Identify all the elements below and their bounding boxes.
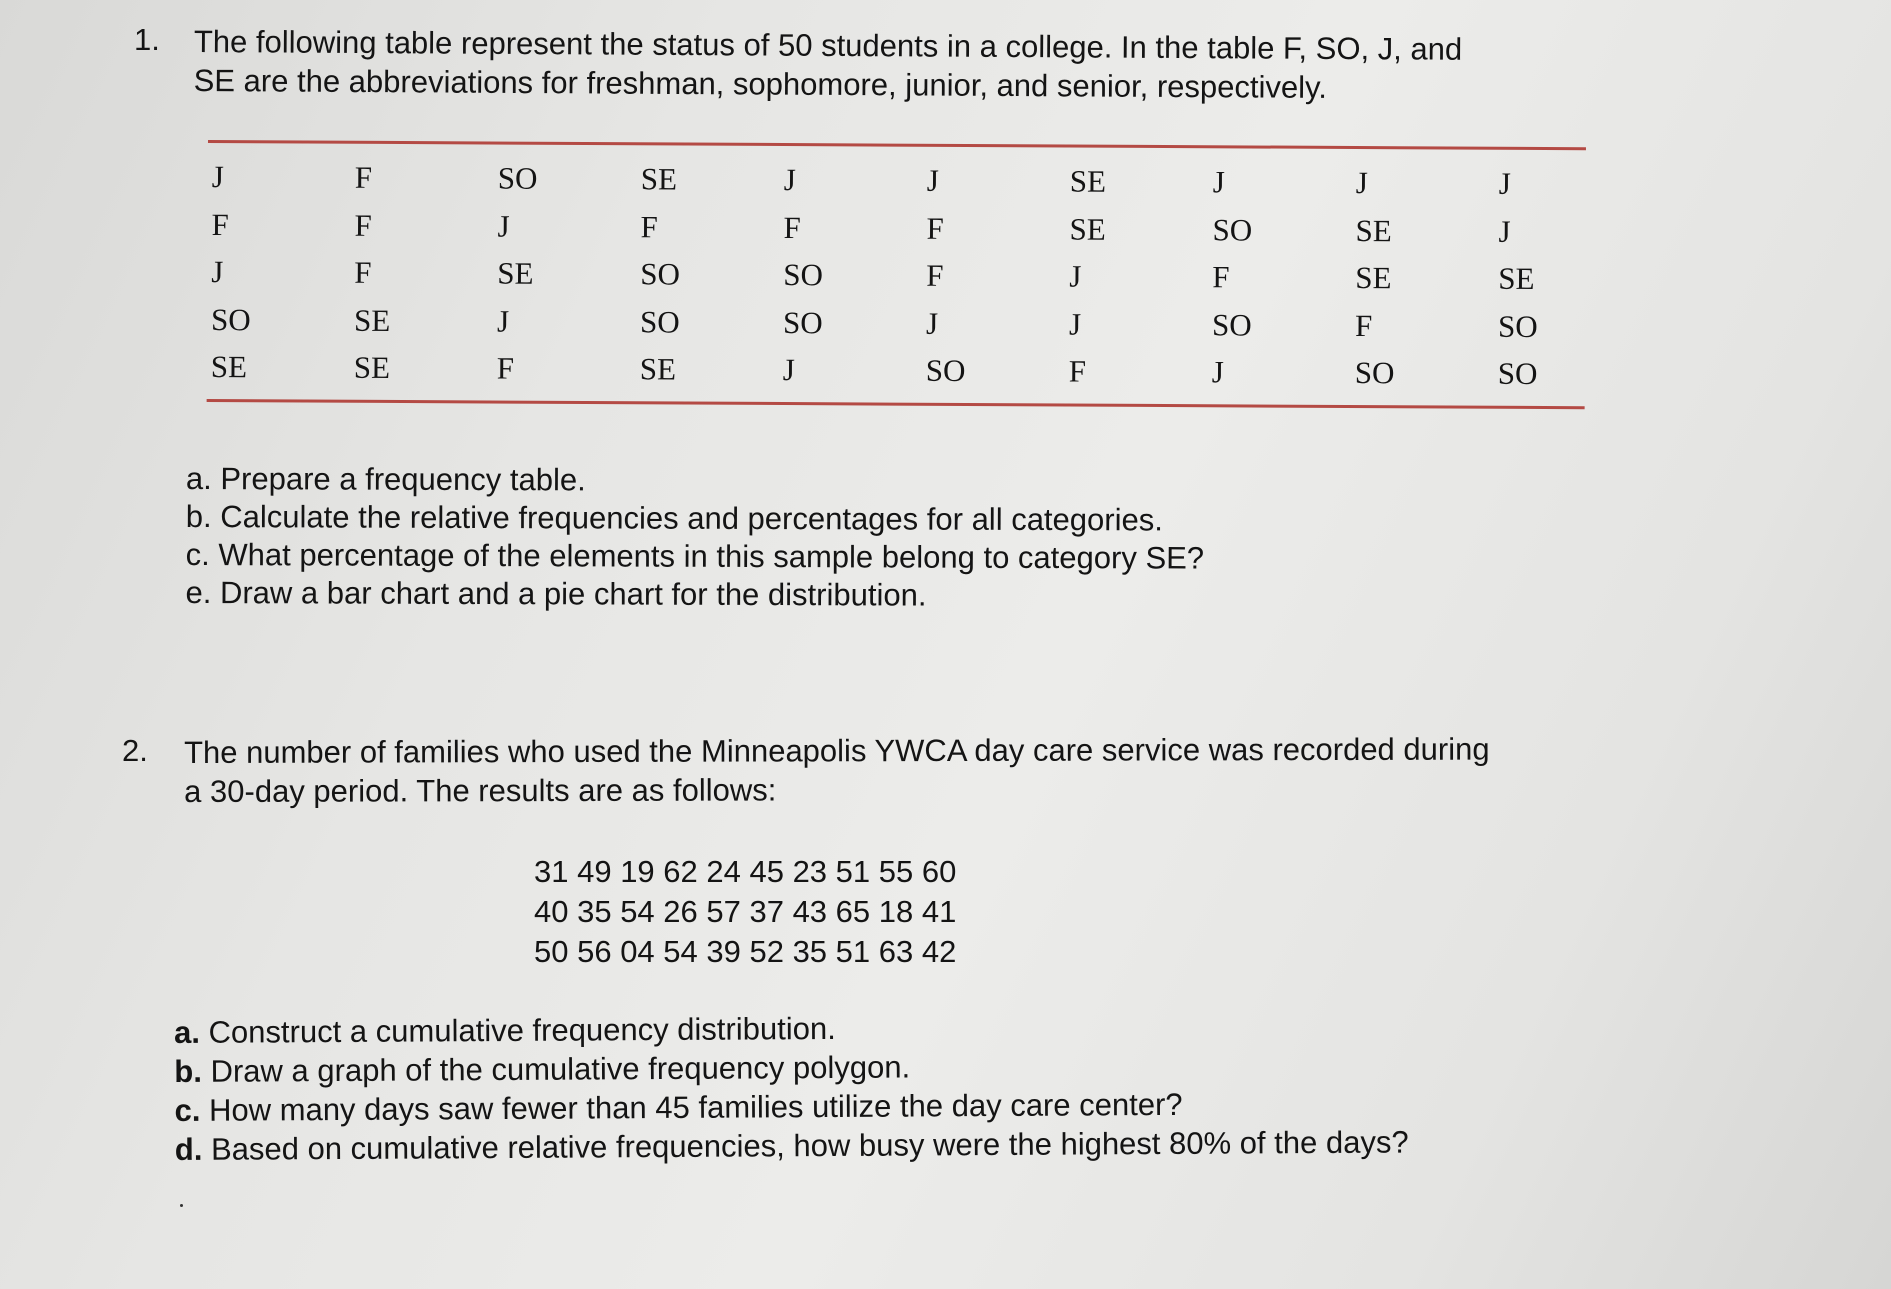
table-cell: J <box>783 162 796 198</box>
table-cell: SO <box>639 303 680 339</box>
question-2-parts <box>174 1005 1409 1169</box>
part-text: Construct a cumulative frequency distribution. <box>199 1010 836 1050</box>
question-1-part-b: b. Calculate the relative frequencies and percentages for all categories. <box>185 498 1163 538</box>
table-cell: F <box>354 159 373 195</box>
table-cell: SE <box>639 351 677 387</box>
question-1-prompt <box>194 22 1594 109</box>
question-1 <box>134 22 1594 105</box>
table-cell: SO <box>497 160 538 196</box>
table-cell: F <box>926 210 944 246</box>
part-text: How many days saw fewer than 45 families utilize the day care center? <box>200 1086 1183 1128</box>
table-cell: SE <box>1355 260 1392 296</box>
question-1-parts <box>185 460 1204 616</box>
question-1-part-a: a. Prepare a frequency table. <box>185 461 586 498</box>
question-1-part-e: e. Draw a bar chart and a pie chart for the distribution. <box>185 574 927 613</box>
daycare-data-block <box>534 852 956 972</box>
table-cell: SE <box>1498 260 1535 296</box>
table-cell: J <box>782 352 795 388</box>
student-status-grid <box>207 145 1586 402</box>
table-cell: F <box>354 207 372 243</box>
student-status-table <box>207 140 1586 409</box>
table-cell: F <box>783 209 801 245</box>
question-2-prompt-line: The number of families who used the Minneapolis YWCA day care service was recorded during <box>184 731 1490 770</box>
table-cell: SE <box>1069 163 1107 199</box>
table-cell: F <box>640 208 658 244</box>
table-cell: SE <box>640 161 678 197</box>
part-text: Draw a graph of the cumulative frequency polygon. <box>201 1049 911 1089</box>
table-cell: SE <box>353 349 391 385</box>
table-cell: J <box>1211 354 1224 390</box>
daycare-data-row: 40 35 54 26 57 37 43 65 18 41 <box>534 894 957 929</box>
daycare-data-row: 31 49 19 62 24 45 23 51 55 60 <box>534 854 957 889</box>
table-cell: J <box>1069 258 1082 294</box>
table-cell: J <box>496 303 510 339</box>
table-cell: SO <box>925 352 966 388</box>
table-cell: SO <box>1212 211 1253 247</box>
part-label: d. <box>174 1131 203 1167</box>
part-label: a. <box>174 1014 201 1050</box>
table-cell: SO <box>1497 308 1538 344</box>
part-label: c. <box>174 1092 201 1128</box>
question-1-number: 1. <box>134 22 160 57</box>
table-cell: SE <box>353 302 391 338</box>
table-cell: SO <box>1211 306 1252 342</box>
table-cell: SE <box>1069 211 1106 247</box>
table-cell: J <box>211 159 224 195</box>
table-cell: F <box>211 206 229 242</box>
table-cell: J <box>925 305 939 341</box>
stray-mark <box>180 1204 183 1207</box>
table-cell: SO <box>1497 355 1538 391</box>
table-cell: SE <box>210 349 248 385</box>
table-cell: F <box>496 350 515 386</box>
table-cell: J <box>1498 213 1511 249</box>
question-1-part-c: c. What percentage of the elements in this sample belong to category SE? <box>185 536 1205 576</box>
table-cell: J <box>211 254 224 290</box>
table-cell: J <box>1355 165 1368 201</box>
table-cell: F <box>354 254 372 290</box>
table-cell: SO <box>1354 355 1395 391</box>
question-2-prompt <box>184 729 1722 811</box>
table-cell: J <box>497 208 510 244</box>
question-1-prompt-line: The following table represent the status of 50 students in a college. In the table F, SO, J, and <box>193 23 1463 67</box>
table-cell: J <box>1212 164 1225 200</box>
part-text: Based on cumulative relative frequencies, how busy were the highest 80% of the days? <box>202 1124 1409 1167</box>
table-cell: SE <box>1355 212 1392 248</box>
part-label: b. <box>174 1053 203 1089</box>
question-1-prompt-line: SE are the abbreviations for freshman, sophomore, junior, and senior, respectively. <box>193 62 1327 105</box>
question-2 <box>122 733 1722 811</box>
question-2-number: 2. <box>122 733 148 768</box>
table-cell: J <box>1498 165 1511 201</box>
table-cell: F <box>1068 353 1087 389</box>
table-cell: F <box>926 257 944 293</box>
question-2-prompt-line: a 30-day period. The results are as follows: <box>184 772 777 809</box>
table-cell: J <box>1068 306 1082 342</box>
table-cell: SO <box>210 301 251 337</box>
table-cell: SO <box>782 304 823 340</box>
table-cell: F <box>1212 259 1230 295</box>
table-cell: J <box>926 162 939 198</box>
question-2-part-d <box>175 1122 1409 1169</box>
table-cell: SO <box>640 256 681 292</box>
table-cell: F <box>1354 307 1373 343</box>
daycare-data-row: 50 56 04 54 39 52 35 51 63 42 <box>534 934 957 969</box>
table-cell: SE <box>497 255 534 291</box>
table-cell: SO <box>783 257 824 293</box>
